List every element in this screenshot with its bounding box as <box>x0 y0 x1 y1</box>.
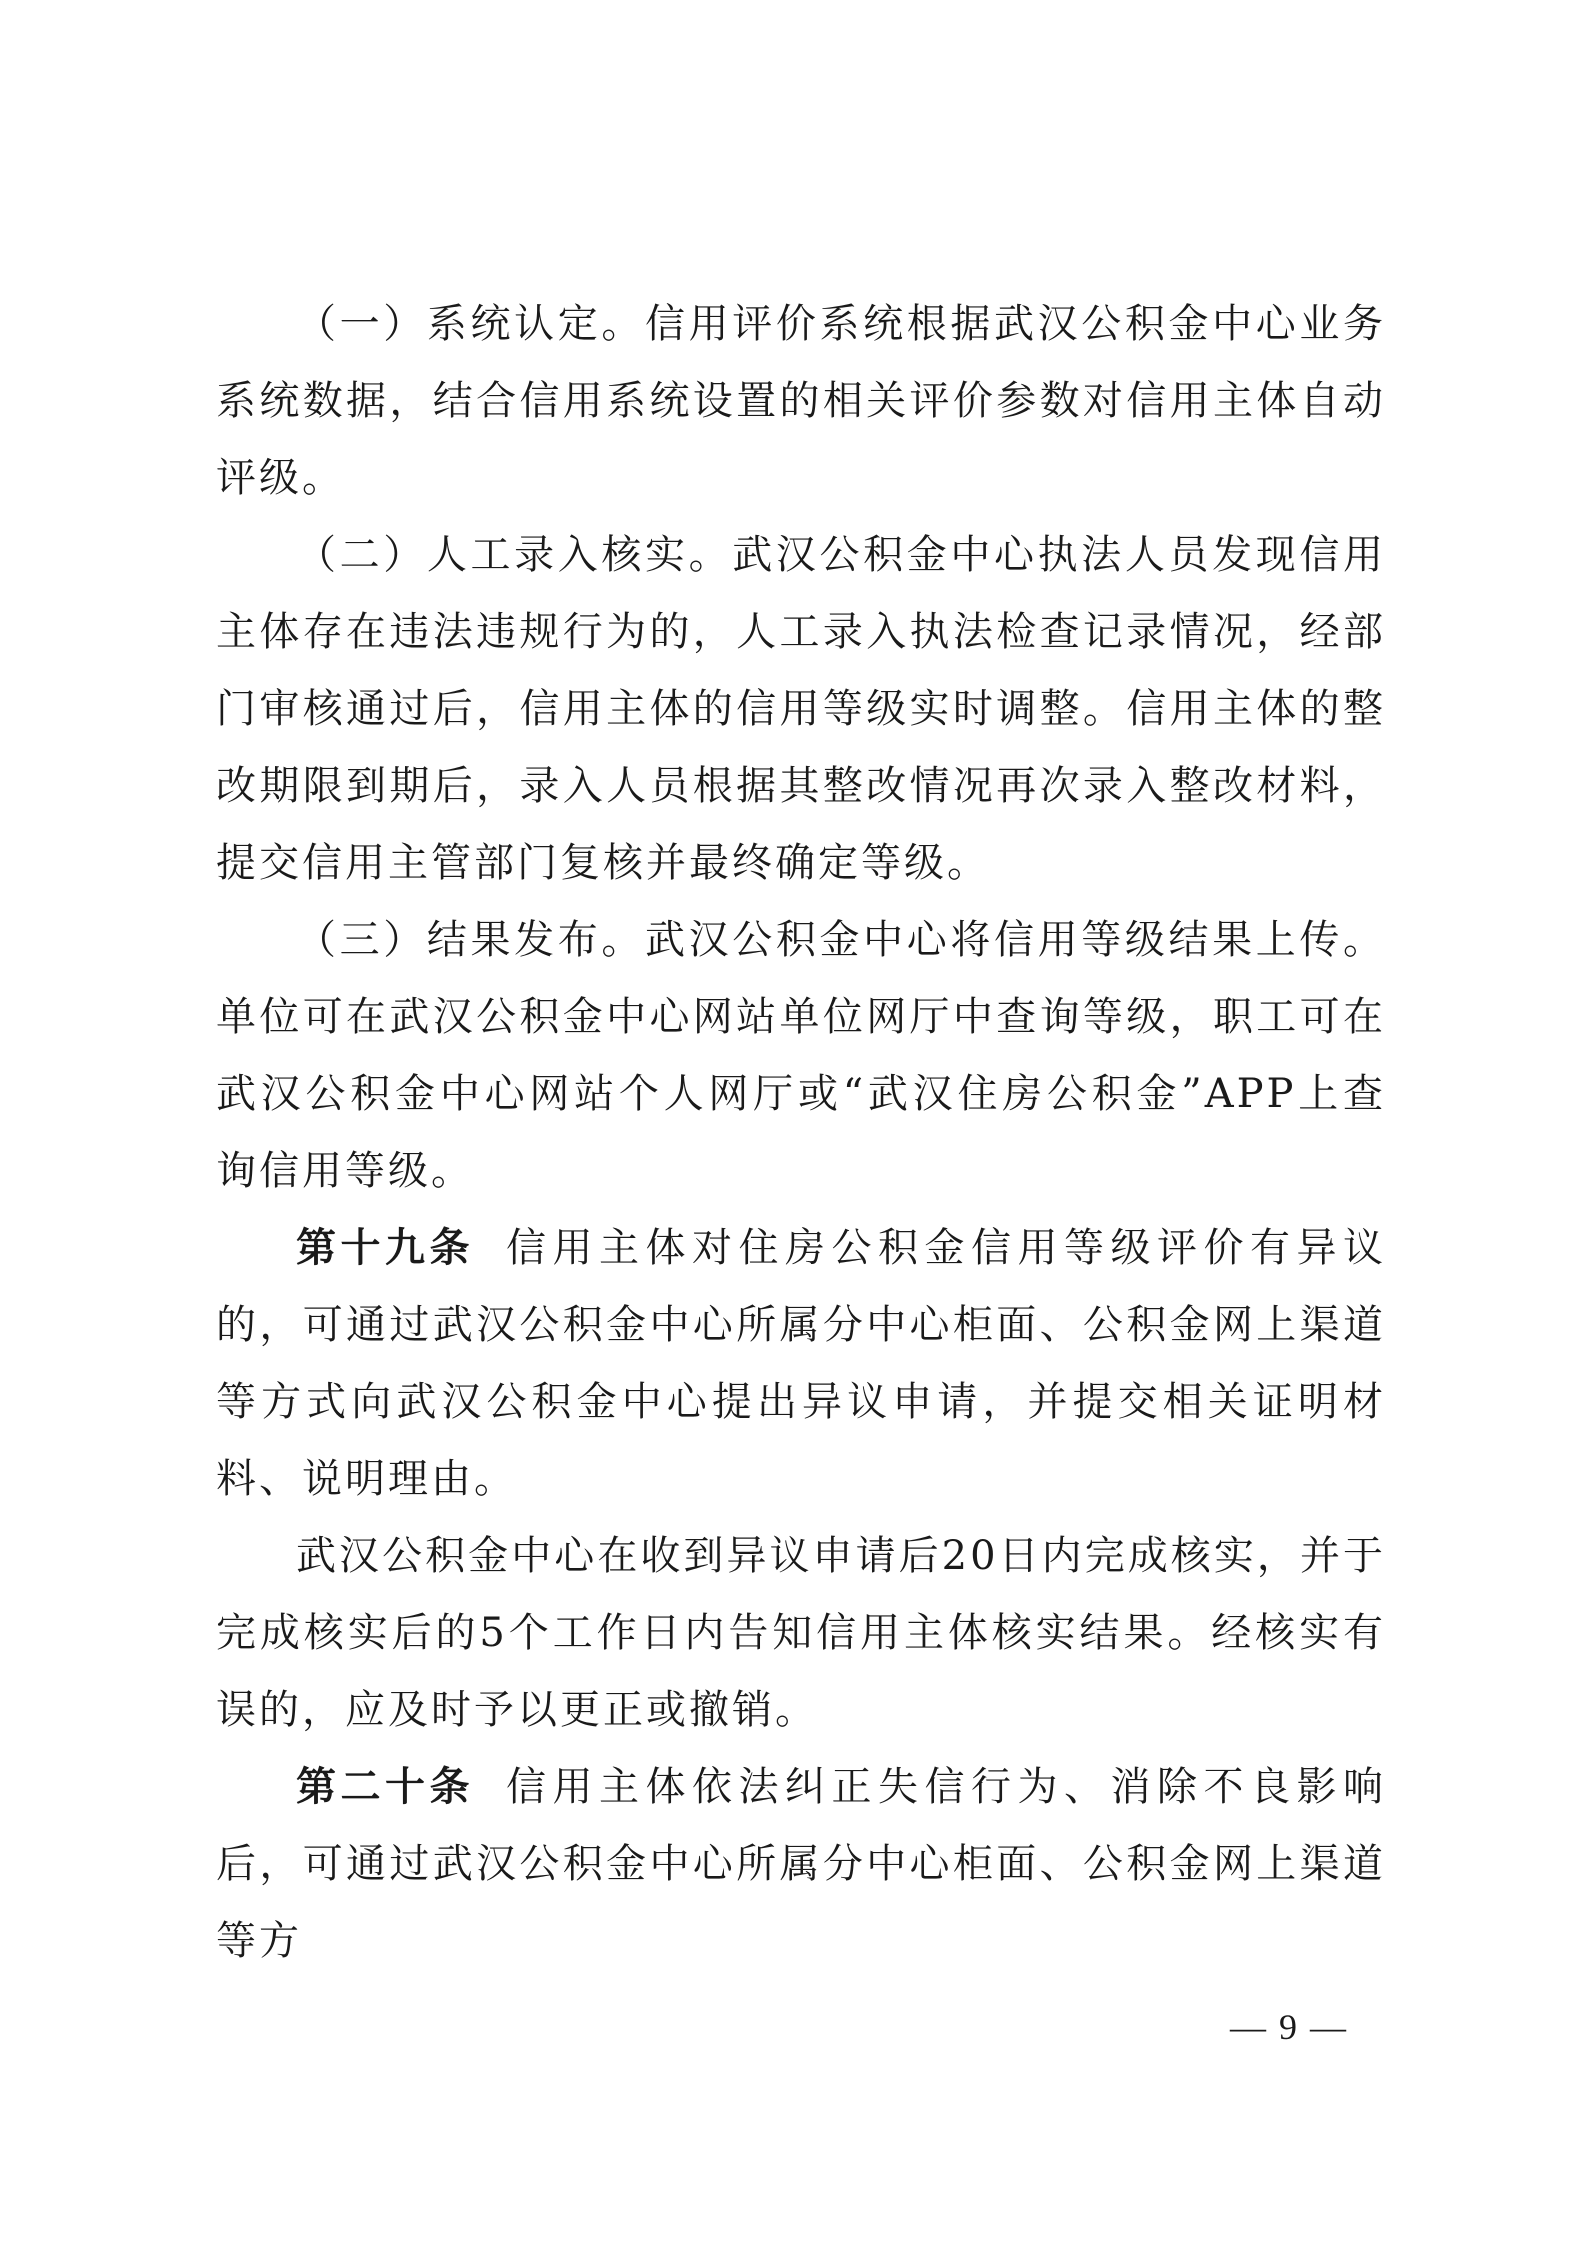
paragraph-text: （一）系统认定。信用评价系统根据武汉公积金中心业务系统数据，结合信用系统设置的相关评价参数对信用主体自动评级。 <box>216 301 1386 501</box>
paragraph-text: 武汉公积金中心在收到异议申请后20日内完成核实，并于完成核实后的5个工作日内告知信用主体核实结果。经核实有误的，应及时予以更正或撤销。 <box>216 1533 1386 1733</box>
paragraph-text: （二）人工录入核实。武汉公积金中心执法人员发现信用主体存在违法违规行为的，人工录入执法检查记录情况，经部门审核通过后，信用主体的信用等级实时调整。信用主体的整改期限到期后，录入人员根据其整改情况再次录入整改材料，提交信用主管部门复核并最终确定等级。 <box>216 532 1386 886</box>
paragraph-system-rating <box>216 286 1386 517</box>
article-19 <box>216 1210 1386 1518</box>
article-heading: 第二十条 <box>296 1764 474 1810</box>
paragraph-manual-entry <box>216 517 1386 902</box>
paragraph-text: 信用主体依法纠正失信行为、消除不良影响后，可通过武汉公积金中心所属分中心柜面、公积金网上渠道等方 <box>216 1764 1386 1964</box>
article-20 <box>216 1749 1386 1980</box>
paragraph-text: 信用主体对住房公积金信用等级评价有异议的，可通过武汉公积金中心所属分中心柜面、公积金网上渠道等方式向武汉公积金中心提出异议申请，并提交相关证明材料、说明理由。 <box>216 1225 1386 1502</box>
paragraph-objection-verification <box>216 1518 1386 1749</box>
body-text <box>216 286 1386 1980</box>
article-heading: 第十九条 <box>296 1225 474 1271</box>
paragraph-text: （三）结果发布。武汉公积金中心将信用等级结果上传。单位可在武汉公积金中心网站单位网厅中查询等级，职工可在武汉公积金中心网站个人网厅或“武汉住房公积金”APP上查询信用等级。 <box>216 917 1386 1194</box>
page-number: — 9 — <box>1230 2007 1348 2047</box>
paragraph-result-release <box>216 902 1386 1210</box>
